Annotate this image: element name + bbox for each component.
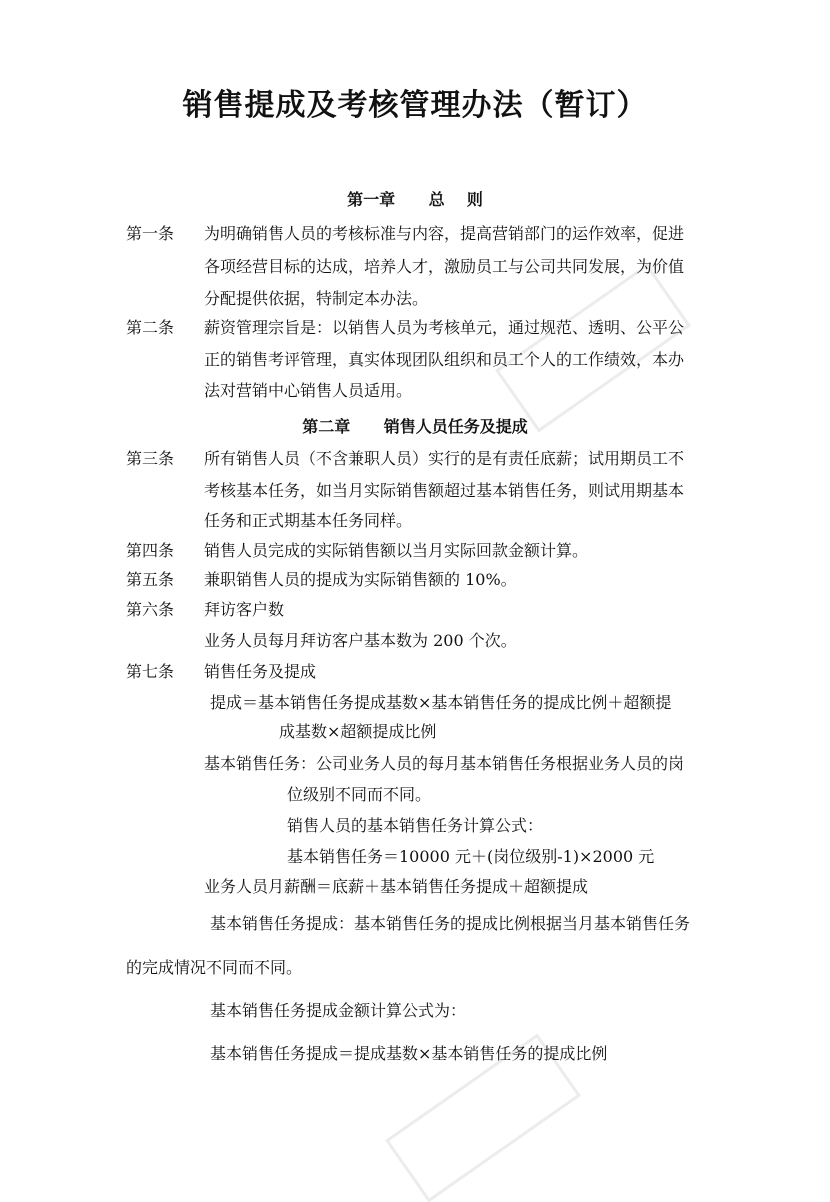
basic-commission-text: 基本销售任务提成：基本销售任务的提成比例根据当月基本销售任务 xyxy=(210,914,691,933)
article-5-label: 第五条 xyxy=(126,570,175,589)
salary-formula: 业务人员月薪酬＝底薪＋基本销售任务提成＋超额提成 xyxy=(204,877,589,896)
chapter-1-heading: 第一章 总 则 xyxy=(347,190,483,209)
article-1-text: 各项经营目标的达成，培养人才，激励员工与公司共同发展，为价值 xyxy=(204,257,685,276)
basic-task-text: 基本销售任务：公司业务人员的每月基本销售任务根据业务人员的岗 xyxy=(204,754,685,773)
article-2-text: 正的销售考评管理，真实体现团队组织和员工个人的工作绩效，本办 xyxy=(204,350,685,369)
commission-amount-formula: 基本销售任务提成＝提成基数×基本销售任务的提成比例 xyxy=(210,1044,608,1063)
article-3-text: 所有销售人员（不含兼职人员）实行的是有责任底薪；试用期员工不 xyxy=(204,449,685,468)
basic-task-calc-title: 销售人员的基本销售任务计算公式： xyxy=(287,816,544,835)
article-4-text: 销售人员完成的实际销售额以当月实际回款金额计算。 xyxy=(204,541,589,560)
chapter-2-heading: 第二章 销售人员任务及提成 xyxy=(302,417,528,436)
article-3-label: 第三条 xyxy=(126,449,175,468)
article-2-text: 法对营销中心销售人员适用。 xyxy=(204,381,413,400)
basic-commission-text: 的完成情况不同而不同。 xyxy=(126,958,303,977)
article-3-text: 考核基本任务，如当月实际销售额超过基本销售任务，则试用期基本 xyxy=(204,481,685,500)
basic-task-calc-formula: 基本销售任务＝10000 元＋(岗位级别-1)×2000 元 xyxy=(287,847,655,866)
commission-formula: 提成＝基本销售任务提成基数×基本销售任务的提成比例＋超额提 xyxy=(210,693,672,712)
article-6-text: 拜访客户数 xyxy=(204,600,285,619)
commission-amount-title: 基本销售任务提成金额计算公式为： xyxy=(210,1001,467,1020)
article-2-label: 第二条 xyxy=(126,318,175,337)
article-2-text: 薪资管理宗旨是：以销售人员为考核单元，通过规范、透明、公平公 xyxy=(204,318,685,337)
article-3-text: 任务和正式期基本任务同样。 xyxy=(204,511,413,530)
article-4-label: 第四条 xyxy=(126,541,175,560)
article-7-text: 销售任务及提成 xyxy=(204,662,317,681)
article-6-label: 第六条 xyxy=(126,600,175,619)
basic-task-text: 位级别不同而不同。 xyxy=(287,785,432,804)
article-7-label: 第七条 xyxy=(126,662,175,681)
article-1-label: 第一条 xyxy=(126,224,175,243)
article-6-text: 业务人员每月拜访客户基本数为 200 个次。 xyxy=(204,631,517,650)
article-1-text: 为明确销售人员的考核标准与内容，提高营销部门的运作效率，促进 xyxy=(204,224,685,243)
document-title: 销售提成及考核管理办法（暂订） xyxy=(182,88,648,123)
article-1-text: 分配提供依据，特制定本办法。 xyxy=(204,289,429,308)
article-5-text: 兼职销售人员的提成为实际销售额的 10%。 xyxy=(204,570,517,589)
commission-formula: 成基数×超额提成比例 xyxy=(279,722,437,741)
